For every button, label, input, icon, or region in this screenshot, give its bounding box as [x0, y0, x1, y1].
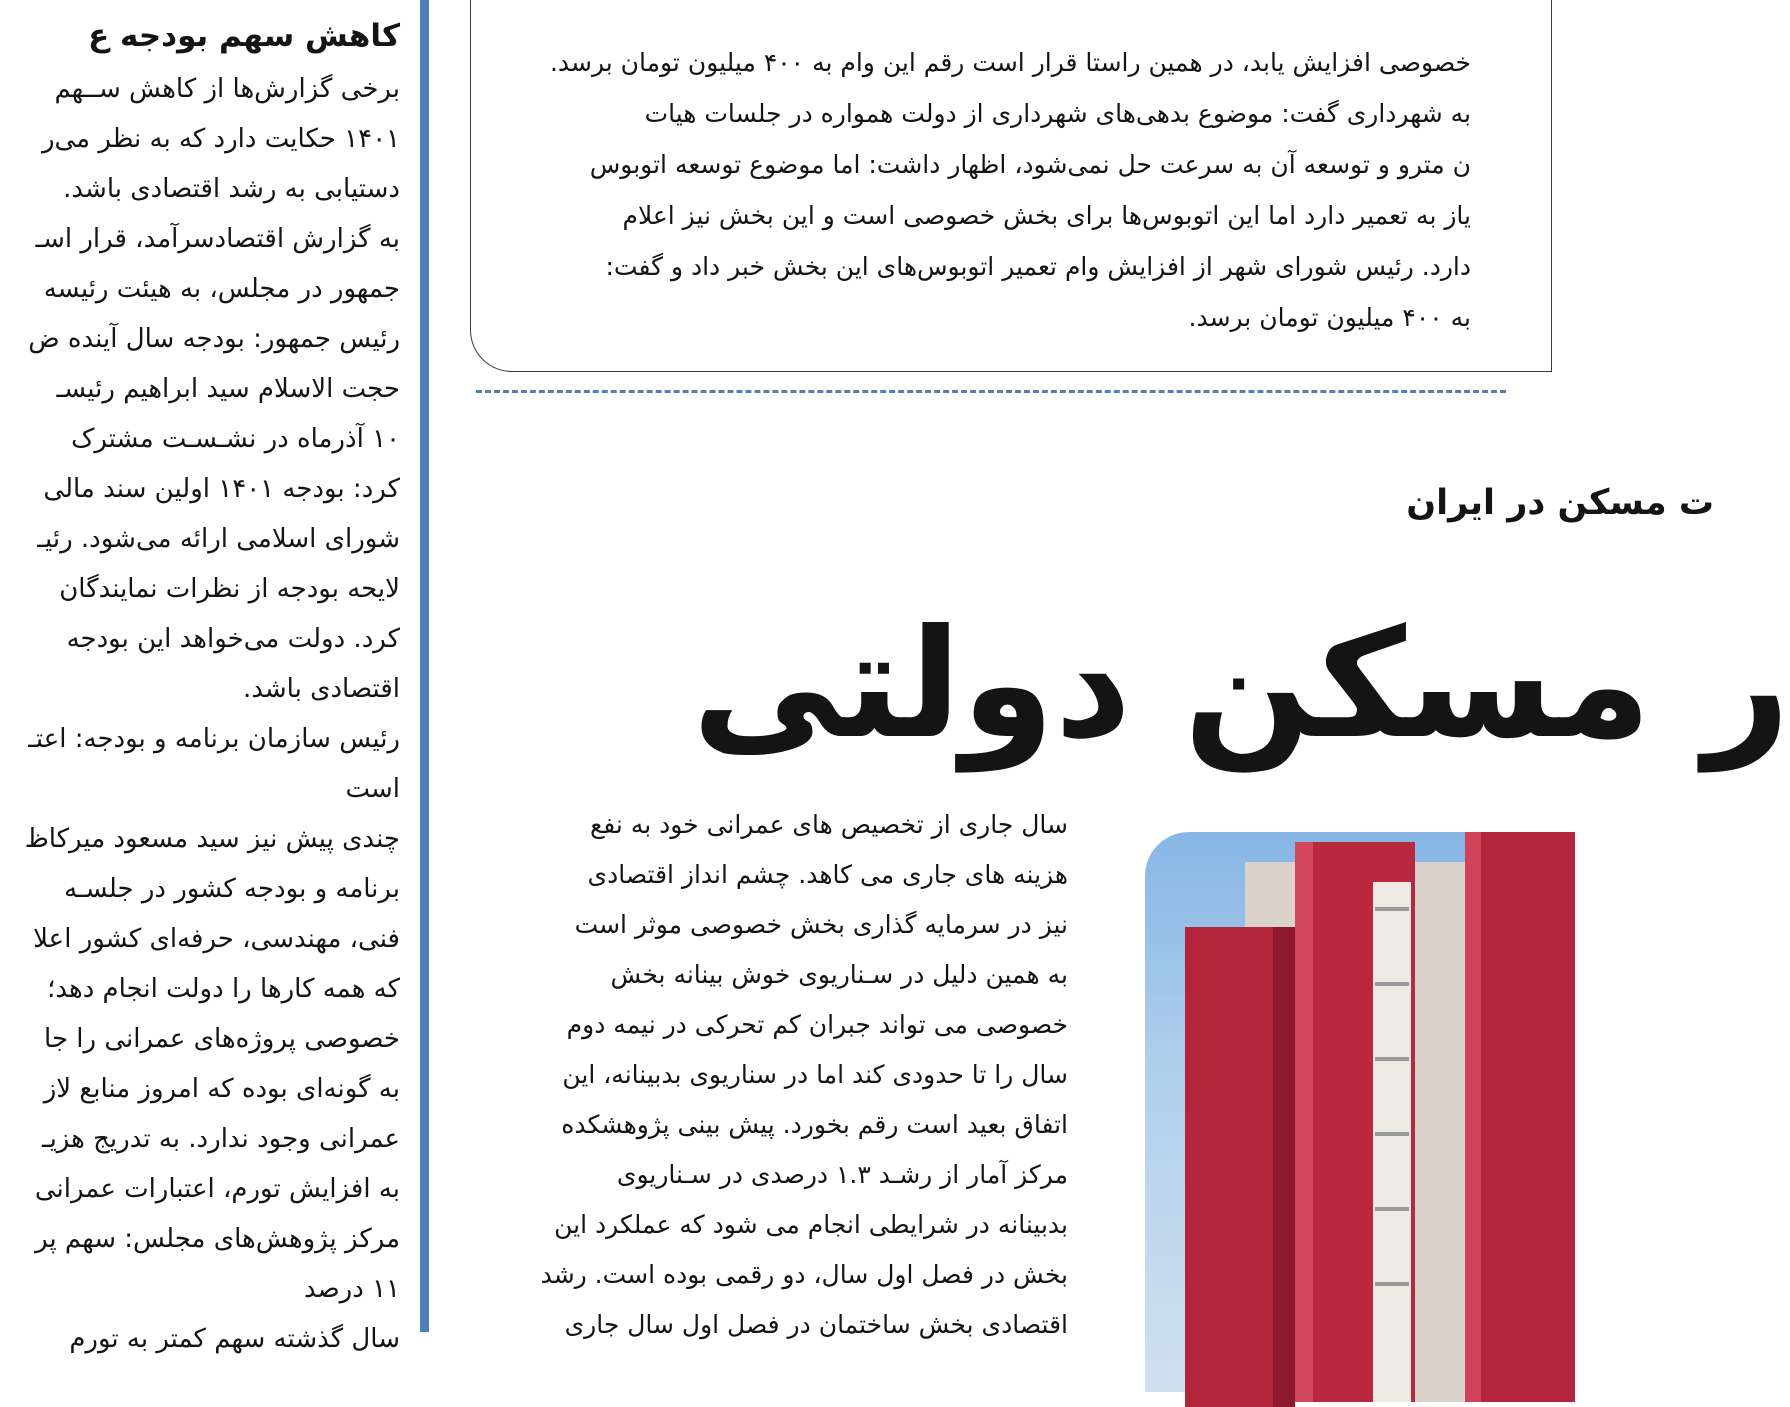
- photo-tower-middle-shade: [1295, 842, 1313, 1402]
- box-body-line: خصوصی افزایش یابد، در همین راستا قرار است رقم این وام به ۴۰۰ میلیون تومان برسد.: [549, 48, 1471, 77]
- left-body-line: به گونه‌ای بوده که امروز منابع لاز: [43, 1074, 400, 1104]
- box-body-line: یاز به تعمیر دارد اما این اتوبوس‌ها برای بخش خصوصی است و این بخش نیز اعلام: [622, 201, 1471, 230]
- top-boxed-article: [470, 0, 1552, 372]
- left-body-line: حجت الاسلام سید ابراهیم رئیسـ: [56, 374, 400, 404]
- left-body-line: برنامه و بودجه کشور در جلسـه: [64, 874, 400, 904]
- left-body-line: است: [345, 774, 400, 804]
- box-body-line: به شهرداری گفت: موضوع بدهی‌های شهرداری از دولت همواره در جلسات هیات: [644, 99, 1471, 128]
- left-column-article: [0, 0, 420, 1354]
- article-body: [478, 800, 1068, 1339]
- left-body-line: به گزارش اقتصادسرآمد، قرار اسـ: [35, 224, 400, 254]
- left-body-line: ۱۴۰۱ حکایت دارد که به نظر می‌ر: [41, 124, 400, 154]
- article-body-line: نیز در سرمایه گذاری بخش خصوصی موثر است: [574, 910, 1068, 939]
- left-body-line: مرکز پژوهش‌های مجلس: سهم پر: [35, 1224, 400, 1254]
- photo-balcony-rail: [1375, 982, 1409, 986]
- article-headline: ر مسکن دولتی: [691, 598, 1790, 772]
- left-body-line: ۱۱ درصد: [303, 1274, 400, 1304]
- article-body-line: اتفاق بعید است رقم بخورد. پیش بینی پژوهشکده: [561, 1110, 1068, 1139]
- left-body-line: سال گذشته سهم کمتر به تورم: [69, 1324, 400, 1354]
- photo-balcony-rail: [1375, 1132, 1409, 1136]
- left-body-line: برخی گزارش‌ها از کاهش ســهم: [54, 74, 400, 104]
- left-article-headline: کاهش سهم بودجه ع: [88, 18, 400, 54]
- article-body-line: بخش در فصل اول سال، دو رقمی بوده است. رشد: [540, 1260, 1068, 1289]
- box-body-line: به ۴۰۰ میلیون تومان برسد.: [1188, 303, 1471, 332]
- left-body-line: فنی، مهندسی، حرفه‌ای کشور اعلا: [33, 924, 400, 954]
- left-body-line: اقتصادی باشد.: [242, 674, 400, 704]
- left-body-line: دستیابی به رشد اقتصادی باشد.: [63, 174, 400, 204]
- article-body-line: سال را تا حدودی کند اما در سناریوی بدبینانه، این: [562, 1060, 1068, 1089]
- left-body-line: جمهور در مجلس، به هیئت رئیسه: [43, 274, 400, 304]
- left-article-body: [0, 64, 400, 1364]
- left-body-line: کرد: بودجه ۱۴۰۱ اولین سند مالی: [43, 474, 400, 504]
- left-body-line: به افزایش تورم، اعتبارات عمرانی: [34, 1174, 400, 1204]
- left-body-line: خصوصی پروژه‌های عمرانی را جا: [44, 1024, 400, 1054]
- photo-tower-left-shade: [1273, 927, 1295, 1407]
- photo-balcony-rail: [1375, 1207, 1409, 1211]
- section-dashed-divider: [476, 390, 1506, 393]
- article-kicker: ت مسکن در ایران: [1406, 483, 1714, 523]
- article-body-line: اقتصادی بخش ساختمان در فصل اول سال جاری: [564, 1310, 1068, 1339]
- left-body-line: ۱۰ آذرماه در نشـسـت مشترک: [71, 424, 400, 454]
- left-body-line: شورای اسلامی ارائه می‌شود. رئیـ: [37, 524, 400, 554]
- photo-balcony-rail: [1375, 1282, 1409, 1286]
- left-body-line: کرد. دولت می‌خواهد این بودجه: [66, 624, 400, 654]
- left-body-line: لایحه بودجه از نظرات نمایندگان: [59, 574, 400, 604]
- photo-tower-right: [1465, 832, 1575, 1402]
- photo-balcony-column: [1373, 882, 1411, 1402]
- photo-balcony-rail: [1375, 907, 1409, 911]
- article-body-line: هزینه های جاری می کاهد. چشم انداز اقتصادی: [587, 860, 1068, 889]
- left-body-line: رئیس جمهور: بودجه سال آینده ض: [28, 324, 400, 354]
- box-body-line: دارد. رئیس شورای شهر از افزایش وام تعمیر اتوبوس‌های این بخش خبر داد و گفت:: [605, 252, 1471, 281]
- left-body-line: رئیس سازمان برنامه و بودجه: اعتـ: [28, 724, 400, 754]
- building-photo: [1145, 832, 1565, 1392]
- left-body-line: که همه کارها را دولت انجام دهد؛: [47, 974, 400, 1004]
- left-body-line: عمرانی وجود ندارد. به تدریج هزیـ: [41, 1124, 400, 1154]
- article-body-line: مرکز آمار از رشـد ۱.۳ درصدی در سـناریوی: [616, 1160, 1068, 1189]
- photo-balcony-rail: [1375, 1057, 1409, 1061]
- article-body-line: به همین دلیل در سـناریوی خوش بینانه بخش: [610, 960, 1068, 989]
- left-body-line: چندی پیش نیز سید مسعود میرکاظ: [24, 824, 400, 854]
- article-body-line: خصوصی می تواند جبران کم تحرکی در نیمه دوم: [566, 1010, 1068, 1039]
- box-body-line: ن مترو و توسعه آن به سرعت حل نمی‌شود، اظهار داشت: اما موضوع توسعه اتوبوس: [589, 150, 1471, 179]
- article-body-line: سال جاری از تخصیص های عمرانی خود به نفع: [589, 810, 1068, 839]
- article-body-line: بدبینانه در شرایطی انجام می شود که عملکرد این: [554, 1210, 1068, 1239]
- photo-tower-right-shade: [1465, 832, 1481, 1402]
